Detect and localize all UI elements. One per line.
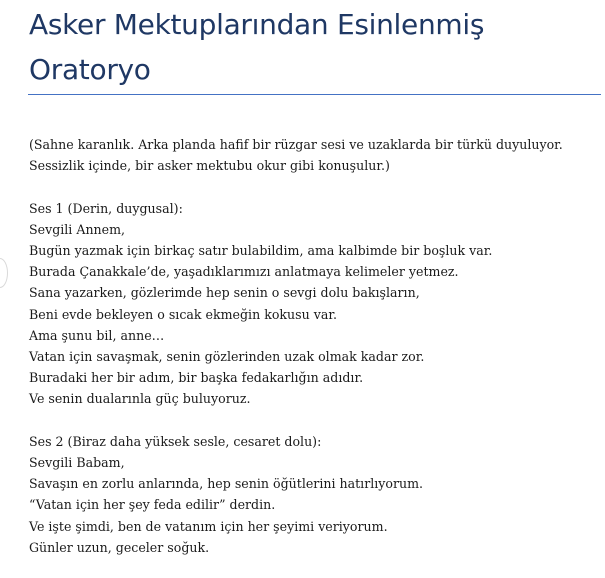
title-line-1: Asker Mektuplarından Esinlenmiş [29,8,485,41]
voice2-line: Ve işte şimdi, ben de vatanım için her şeyimi veriyorum. [29,518,388,534]
voice1-line: Burada Çanakkale’de, yaşadıklarımızı anlatmaya kelimeler yetmez. [29,264,459,280]
voice1-line: Ama şunu bil, anne… [29,327,165,343]
paragraph-spacer [29,410,599,431]
voice1-line: Sana yazarken, gözlerimde hep senin o sevgi dolu bakışların, [29,285,420,301]
title-underline [28,94,601,95]
voice1-line: Beni evde bekleyen o sıcak ekmeğin kokusu var. [29,306,337,322]
voice1-line: Ve senin dualarınla güç buluyoruz. [29,391,251,407]
voice1-line: Sevgili Annem, [29,221,126,237]
title-line-2: Oratoryo [29,53,151,86]
voice2-line: Sevgili Babam, [29,455,125,471]
voice2-line: Günler uzun, geceler soğuk. [29,539,210,555]
stage-direction-line-1: (Sahne karanlık. Arka planda hafif bir rüzgar sesi ve uzaklarda bir türkü duyuluyor. [29,137,563,152]
voice2-heading: Ses 2 (Biraz daha yüksek sesle, cesaret dolu): [29,433,322,449]
paragraph-spacer [29,176,599,197]
margin-handle[interactable] [0,258,8,288]
voice1-line: Buradaki her bir adım, bir başka fedakarlığın adıdır. [29,370,364,386]
document-title [29,2,589,92]
voice1-line: Vatan için savaşmak, senin gözlerinden uzak olmak kadar zor. [29,349,425,365]
voice1-line: Bugün yazmak için birkaç satır bulabildim, ama kalbimde bir boşluk var. [29,243,493,258]
document-body [29,134,599,558]
voice2-line: “Vatan için her şey feda edilir” derdin. [29,497,276,513]
voice1-heading: Ses 1 (Derin, duygusal): [29,200,183,216]
stage-direction-line-2: Sessizlik içinde, bir asker mektubu okur gibi konuşulur.) [29,158,390,174]
voice2-line: Savaşın en zorlu anlarında, hep senin öğütlerini hatırlıyorum. [29,476,424,492]
